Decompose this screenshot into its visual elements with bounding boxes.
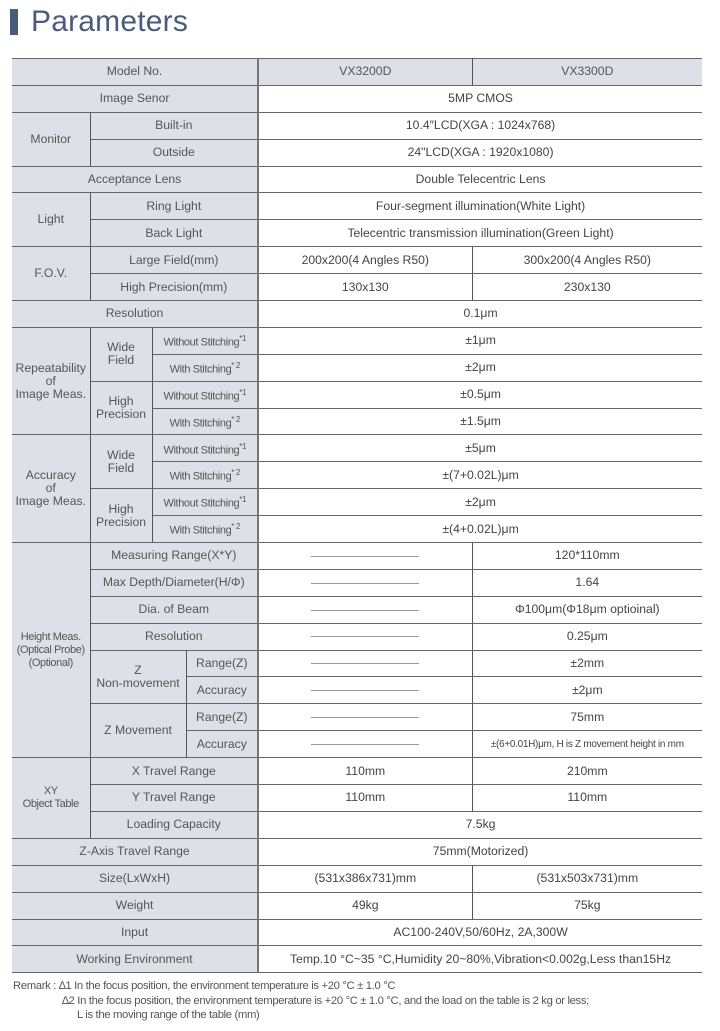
table-row xyxy=(12,865,702,892)
row-value: Double Telecentric Lens xyxy=(258,166,702,193)
row-label: Input xyxy=(12,919,258,946)
not-applicable xyxy=(258,650,472,677)
row-value: 1.64 xyxy=(472,569,702,596)
table-row xyxy=(12,85,702,112)
dash-line xyxy=(311,717,419,718)
not-applicable xyxy=(258,543,472,570)
row-label: X Travel Range xyxy=(90,758,258,785)
table-row xyxy=(12,569,702,596)
label-line: XY xyxy=(43,784,58,797)
group-label-height xyxy=(12,543,90,758)
row-value: ±1μm xyxy=(258,327,702,354)
footnote-mark: *1 xyxy=(239,334,247,344)
row-label xyxy=(152,462,258,489)
row-label: Measuring Range(X*Y) xyxy=(90,543,258,570)
group-label-repeatability xyxy=(12,327,90,435)
subgroup-label xyxy=(90,435,152,489)
row-label: Image Senor xyxy=(12,85,258,112)
row-value: ±2μm xyxy=(472,677,702,704)
table-row xyxy=(12,327,702,354)
subgroup-label: Z Movement xyxy=(90,704,186,758)
row-label: Range(Z) xyxy=(186,650,258,677)
row-label xyxy=(152,435,258,462)
not-applicable xyxy=(258,677,472,704)
not-applicable xyxy=(258,704,472,731)
label-text: With Stitching xyxy=(169,471,232,484)
row-value: 210mm xyxy=(472,758,702,785)
label-line: Z xyxy=(134,662,142,677)
row-value: 75kg xyxy=(472,892,702,919)
row-value: ±(7+0.02L)μm xyxy=(258,462,702,489)
table-row xyxy=(12,193,702,220)
row-value: Φ100μm(Φ18μm optioinal) xyxy=(472,596,702,623)
group-label-xy xyxy=(12,758,90,839)
label-line: of xyxy=(45,481,56,496)
row-label: Resolution xyxy=(90,623,258,650)
not-applicable xyxy=(258,731,472,758)
row-label: Ring Light xyxy=(90,193,258,220)
table-row xyxy=(12,274,702,301)
footnote-mark: *1 xyxy=(239,441,247,451)
group-label: Light xyxy=(12,193,90,247)
row-label: Dia. of Beam xyxy=(90,596,258,623)
row-value: 300x200(4 Angles R50) xyxy=(472,247,702,274)
row-value: ±5μm xyxy=(258,435,702,462)
table-row xyxy=(12,301,702,328)
footnote-mark: *1 xyxy=(239,495,247,505)
row-value: 10.4″LCD(XGA : 1024x768) xyxy=(258,112,702,139)
table-row xyxy=(12,435,702,462)
row-label: Working Environment xyxy=(12,946,258,973)
label-line: High xyxy=(108,394,134,409)
title-accent-bar xyxy=(10,9,18,35)
dash-line xyxy=(311,690,419,691)
label-line: (Optional) xyxy=(28,656,73,669)
not-applicable xyxy=(258,623,472,650)
row-value: 24"LCD(XGA : 1920x1080) xyxy=(258,139,702,166)
table-row xyxy=(12,596,702,623)
remark-label: Remark : xyxy=(13,980,57,992)
footnote-mark: * 2 xyxy=(231,522,240,532)
row-label: Loading Capacity xyxy=(90,811,258,838)
row-value: 5MP CMOS xyxy=(258,85,702,112)
subgroup-label xyxy=(90,381,152,435)
row-value: 110mm xyxy=(472,785,702,812)
row-value: Four-segment illumination(White Light) xyxy=(258,193,702,220)
row-label xyxy=(152,354,258,381)
row-value: 75mm(Motorized) xyxy=(258,838,702,865)
row-value: 230x130 xyxy=(472,274,702,301)
label-line: Field xyxy=(107,353,135,368)
row-value: AC100-240V,50/60Hz, 2A,300W xyxy=(258,919,702,946)
row-value: 49kg xyxy=(258,892,472,919)
table-row xyxy=(12,166,702,193)
row-value: 110mm xyxy=(258,785,472,812)
subgroup-label xyxy=(90,489,152,543)
row-value: 200x200(4 Angles R50) xyxy=(258,247,472,274)
model-vx3200d: VX3200D xyxy=(258,59,472,86)
group-label: F.O.V. xyxy=(12,247,90,301)
label-text: With Stitching xyxy=(169,417,232,430)
row-value: 130x130 xyxy=(258,274,472,301)
dash-line xyxy=(311,663,419,664)
row-label: Z-Axis Travel Range xyxy=(12,838,258,865)
dash-line xyxy=(311,583,419,584)
table-row xyxy=(12,946,702,973)
row-label: Size(LxWxH) xyxy=(12,865,258,892)
label-line: Wide xyxy=(107,447,135,462)
label-line: Image Meas. xyxy=(15,386,86,401)
table-row xyxy=(12,623,702,650)
row-label: Weight xyxy=(12,892,258,919)
row-value: Temp.10 °C~35 °C,Humidity 20~80%,Vibration<0.002g,Less than15Hz xyxy=(258,946,702,973)
model-vx3300d: VX3300D xyxy=(472,59,702,86)
remark-note-2: ∆2 In the focus position, the environment temperature is +20 °C ± 1.0 °C, and the load on the table is 2 kg or less; xyxy=(62,994,589,1007)
table-row xyxy=(12,785,702,812)
row-value: ±(6+0.01H)μm, H is Z movement height in mm xyxy=(472,731,702,758)
table-row xyxy=(12,919,702,946)
row-value: (531x386x731)mm xyxy=(258,865,472,892)
not-applicable xyxy=(258,596,472,623)
row-value: 75mm xyxy=(472,704,702,731)
row-label: Resolution xyxy=(12,301,258,328)
footnote-mark: * 2 xyxy=(231,360,240,370)
label-text: Without Stitching xyxy=(163,390,240,403)
label-text: With Stitching xyxy=(169,363,232,376)
row-value: Telecentric transmission illumination(Green Light) xyxy=(258,220,702,247)
remark-note-1: ∆1 In the focus position, the environment temperature is +20 °C ± 1.0 °C xyxy=(58,980,396,992)
label-text: Without Stitching xyxy=(163,498,240,511)
table-row xyxy=(12,381,702,408)
table-row xyxy=(12,59,702,86)
table-row xyxy=(12,838,702,865)
row-label: Y Travel Range xyxy=(90,785,258,812)
table-row xyxy=(12,247,702,274)
dash-line xyxy=(311,636,419,637)
label-line: Non-movement xyxy=(96,675,180,690)
header-label: Model No. xyxy=(12,59,258,86)
footnote-mark: * 2 xyxy=(231,468,240,478)
row-label: Range(Z) xyxy=(186,704,258,731)
remark-notes xyxy=(13,979,589,1023)
remark-line-2 xyxy=(13,994,589,1009)
label-line: Repeatability xyxy=(15,360,86,375)
remark-note-2-cont: L is the moving range of the table (mm) xyxy=(77,1009,260,1021)
row-label: Large Field(mm) xyxy=(90,247,258,274)
table-row xyxy=(12,650,702,677)
row-value: ±2μm xyxy=(258,354,702,381)
row-label xyxy=(152,381,258,408)
row-value: 120*110mm xyxy=(472,543,702,570)
dash-line xyxy=(311,556,419,557)
row-label xyxy=(152,489,258,516)
row-value: (531x503x731)mm xyxy=(472,865,702,892)
dash-line xyxy=(311,610,419,611)
row-value: 7.5kg xyxy=(258,811,702,838)
group-label-accuracy xyxy=(12,435,90,543)
group-label: Monitor xyxy=(12,112,90,166)
row-value: ±2μm xyxy=(258,489,702,516)
table-row xyxy=(12,543,702,570)
label-line: Wide xyxy=(107,340,135,355)
label-line: Height Meas. xyxy=(20,630,81,643)
table-row xyxy=(12,489,702,516)
label-line: High xyxy=(108,501,134,516)
table-row xyxy=(12,704,702,731)
footnote-mark: * 2 xyxy=(231,414,240,424)
label-line: Precision xyxy=(95,407,147,422)
title-text: Parameters xyxy=(31,5,189,38)
footnote-mark: *1 xyxy=(239,387,247,397)
label-line: of xyxy=(45,373,56,388)
label-line: (Optical Probe) xyxy=(16,643,85,656)
row-label: Back Light xyxy=(90,220,258,247)
label-line: Object Table xyxy=(22,797,79,810)
remark-line-1 xyxy=(13,979,589,994)
row-label: Max Depth/Diameter(H/Φ) xyxy=(90,569,258,596)
subgroup-label xyxy=(90,327,152,381)
label-line: Field xyxy=(107,460,135,475)
label-line: Precision xyxy=(95,514,147,529)
not-applicable xyxy=(258,569,472,596)
label-line: Image Meas. xyxy=(15,494,86,509)
table-row xyxy=(12,811,702,838)
spec-table xyxy=(12,58,702,973)
row-label xyxy=(152,327,258,354)
row-label: Accuracy xyxy=(186,731,258,758)
row-value: 0.25μm xyxy=(472,623,702,650)
page-title xyxy=(10,3,188,41)
row-value: ±(4+0.02L)μm xyxy=(258,516,702,543)
row-label: Acceptance Lens xyxy=(12,166,258,193)
subgroup-label xyxy=(90,650,186,704)
row-label: Built-in xyxy=(90,112,258,139)
table-row xyxy=(12,758,702,785)
label-text: With Stitching xyxy=(169,524,232,537)
remark-line-3 xyxy=(13,1008,589,1023)
row-label xyxy=(152,516,258,543)
label-line: Accuracy xyxy=(25,468,76,483)
row-value: ±0.5μm xyxy=(258,381,702,408)
row-value: 110mm xyxy=(258,758,472,785)
row-value: 0.1μm xyxy=(258,301,702,328)
table-row xyxy=(12,139,702,166)
row-label: Accuracy xyxy=(186,677,258,704)
table-row xyxy=(12,892,702,919)
label-text: Without Stitching xyxy=(163,336,240,349)
table-row xyxy=(12,112,702,139)
row-label xyxy=(152,408,258,435)
label-text: Without Stitching xyxy=(163,444,240,457)
row-label: High Precision(mm) xyxy=(90,274,258,301)
row-label: Outside xyxy=(90,139,258,166)
dash-line xyxy=(311,744,419,745)
row-value: ±1.5μm xyxy=(258,408,702,435)
row-value: ±2mm xyxy=(472,650,702,677)
table-row xyxy=(12,220,702,247)
